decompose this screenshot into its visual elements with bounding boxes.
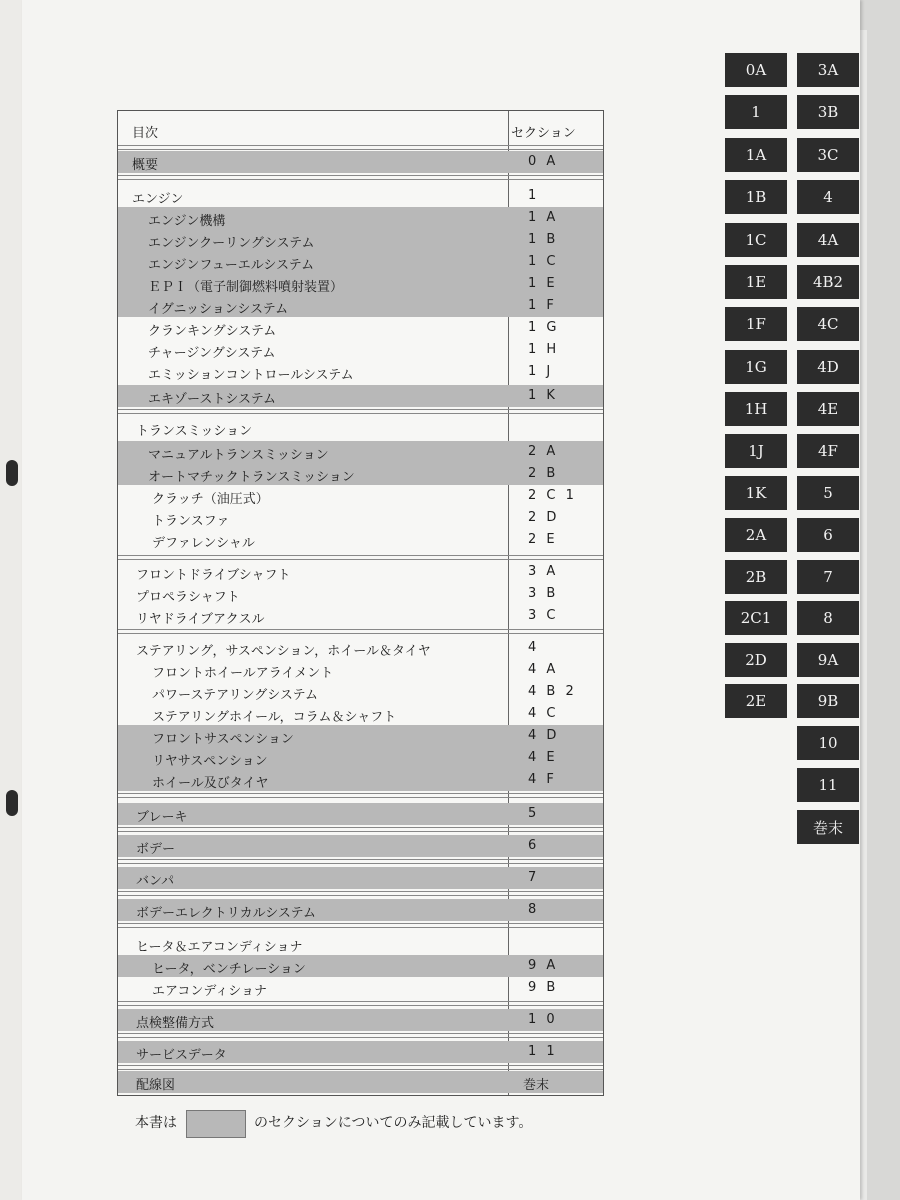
row-name: バンパ <box>136 874 175 889</box>
footnote-shade-sample <box>186 1110 246 1138</box>
toc-row <box>118 361 603 383</box>
row-code: 4 C <box>528 706 559 721</box>
toc-row <box>118 507 603 529</box>
section-tab[interactable]: 1J <box>725 434 787 468</box>
toc-row <box>118 747 603 769</box>
toc-row <box>118 295 603 317</box>
toc-row <box>118 385 603 407</box>
row-name: クランキングシステム <box>148 324 277 339</box>
toc-row <box>118 769 603 791</box>
row-name: ＥＰＩ（電子制御燃料噴射装置） <box>148 280 344 295</box>
row-name: ブレーキ <box>136 810 188 825</box>
row-name: フロントホイールアライメント <box>152 666 334 681</box>
row-code: 1 G <box>528 320 560 335</box>
toc-row <box>118 867 603 889</box>
header-contents: 目次 <box>132 126 159 141</box>
toc-table <box>117 110 604 1096</box>
group-separator <box>118 175 603 180</box>
section-tab[interactable]: 1K <box>725 476 787 510</box>
section-tab[interactable]: 1H <box>725 392 787 426</box>
toc-row <box>118 463 603 485</box>
toc-row <box>118 835 603 857</box>
toc-row <box>118 933 603 955</box>
row-code: 1 <box>528 188 540 203</box>
toc-row <box>118 583 603 605</box>
section-tab[interactable]: 1F <box>725 307 787 341</box>
row-name: エンジンクーリングシステム <box>148 236 315 251</box>
row-name: デファレンシャル <box>152 536 255 551</box>
section-tab[interactable]: 2B <box>725 560 787 594</box>
row-name: パワーステアリングシステム <box>152 688 319 703</box>
section-tab[interactable]: 3A <box>797 53 859 87</box>
row-name: フロントドライブシャフト <box>136 568 291 583</box>
section-tab[interactable]: 2A <box>725 518 787 552</box>
section-tab[interactable]: 7 <box>797 560 859 594</box>
row-code: 1 A <box>528 210 559 225</box>
toc-row <box>118 899 603 921</box>
toc-row <box>118 725 603 747</box>
row-name: エンジンフューエルシステム <box>148 258 315 273</box>
row-name: トランスファ <box>152 514 230 529</box>
row-code: 1 C <box>528 254 559 269</box>
section-tab[interactable]: 1G <box>725 350 787 384</box>
toc-row <box>118 659 603 681</box>
group-separator <box>118 827 603 832</box>
section-tab[interactable]: 10 <box>797 726 859 760</box>
section-tab[interactable]: 4 <box>797 180 859 214</box>
header-section: セクション <box>511 126 576 141</box>
row-name: 配線図 <box>136 1078 176 1093</box>
toc-row <box>118 529 603 551</box>
row-name: エアコンディショナ <box>152 984 268 999</box>
toc-row <box>118 1071 603 1093</box>
row-code: 4 E <box>528 750 558 765</box>
row-code: 6 <box>528 838 540 853</box>
section-tab[interactable]: 4F <box>797 434 859 468</box>
row-name: マニュアルトランスミッション <box>148 448 329 463</box>
toc-row <box>118 561 603 583</box>
row-name: ヒータ＆エアコンディショナ <box>136 940 303 955</box>
row-code: 2 A <box>528 444 559 459</box>
row-code: 7 <box>528 870 540 885</box>
row-code: 4 F <box>528 772 557 787</box>
row-name: サービスデータ <box>136 1048 227 1063</box>
group-separator <box>118 793 603 798</box>
toc-row <box>118 485 603 507</box>
section-tab[interactable]: 4B2 <box>797 265 859 299</box>
section-tab[interactable]: 4C <box>797 307 859 341</box>
group-separator <box>118 1033 603 1038</box>
toc-row <box>118 441 603 463</box>
row-name: エキゾーストシステム <box>148 392 277 407</box>
toc-row <box>118 703 603 725</box>
row-name: イグニッションシステム <box>148 302 289 317</box>
section-tab[interactable]: 6 <box>797 518 859 552</box>
row-code: 1 H <box>528 342 560 357</box>
section-tab[interactable]: 1A <box>725 138 787 172</box>
toc-row <box>118 417 603 439</box>
header-separator <box>118 145 603 150</box>
row-code: 4 A <box>528 662 559 677</box>
row-code: 0 A <box>528 154 559 169</box>
row-code: 3 C <box>528 608 559 623</box>
toc-row <box>118 273 603 295</box>
section-tab[interactable]: 巻末 <box>797 810 859 844</box>
row-name: チャージングシステム <box>148 346 276 361</box>
row-code: 5 <box>528 806 540 821</box>
toc-row <box>118 317 603 339</box>
section-tab[interactable]: 2C1 <box>725 601 787 635</box>
row-code: 2 B <box>528 466 559 481</box>
section-tab[interactable]: 3B <box>797 95 859 129</box>
row-code: 巻末 <box>523 1078 550 1093</box>
row-name: エミッションコントロールシステム <box>148 368 354 383</box>
footnote-text-after: のセクションについてのみ記載しています。 <box>254 1115 533 1131</box>
section-tab[interactable]: 2D <box>725 643 787 677</box>
row-code: 9 A <box>528 958 559 973</box>
toc-row <box>118 803 603 825</box>
row-name: プロペラシャフト <box>136 590 240 605</box>
row-name: クラッチ（油圧式） <box>152 492 269 507</box>
toc-row <box>118 251 603 273</box>
footnote-text-before: 本書は <box>135 1115 177 1131</box>
row-name: リヤサスペンション <box>152 754 268 769</box>
binding-strip <box>0 0 22 1200</box>
row-code: 4 B 2 <box>528 684 577 699</box>
row-code: 2 C 1 <box>528 488 577 503</box>
toc-row <box>118 229 603 251</box>
row-code: 8 <box>528 902 540 917</box>
row-name: オートマチックトランスミッション <box>148 470 355 485</box>
row-name: ボデー <box>136 842 176 857</box>
group-separator <box>118 923 603 928</box>
row-code: 3 A <box>528 564 559 579</box>
row-name: リヤドライブアクスル <box>136 612 265 627</box>
toc-row <box>118 681 603 703</box>
row-code: 1 B <box>528 232 559 247</box>
row-code: 9 B <box>528 980 559 995</box>
row-name: エンジン <box>132 192 184 207</box>
group-separator <box>118 1065 603 1070</box>
row-code: 1 K <box>528 388 558 403</box>
toc-row <box>118 605 603 627</box>
toc-row <box>118 339 603 361</box>
row-name: ホイール及びタイヤ <box>152 776 269 791</box>
toc-row <box>118 207 603 229</box>
section-tab[interactable]: 3C <box>797 138 859 172</box>
section-tab[interactable]: 0A <box>725 53 787 87</box>
punch-hole-bottom <box>6 790 18 816</box>
row-name: ステアリングホイール，コラム＆シャフト <box>152 710 397 725</box>
section-tab[interactable]: 11 <box>797 768 859 802</box>
punch-hole-top <box>6 460 18 486</box>
section-tab[interactable]: 4D <box>797 350 859 384</box>
group-separator <box>118 1001 603 1006</box>
group-separator <box>118 891 603 896</box>
section-tab[interactable]: 1C <box>725 223 787 257</box>
row-code: 4 D <box>528 728 560 743</box>
row-code: 1 1 <box>528 1044 558 1059</box>
group-separator <box>118 555 603 560</box>
row-code: 2 E <box>528 532 558 547</box>
section-tab[interactable]: 5 <box>797 476 859 510</box>
toc-row <box>118 977 603 999</box>
row-name: エンジン機構 <box>148 214 226 229</box>
section-tab[interactable]: 4E <box>797 392 859 426</box>
row-code: 3 B <box>528 586 559 601</box>
row-code: 1 J <box>528 364 554 379</box>
section-tab[interactable]: 1E <box>725 265 787 299</box>
row-name: ヒータ，ベンチレーション <box>152 962 306 977</box>
toc-row <box>118 1009 603 1031</box>
row-name: ボデーエレクトリカルシステム <box>136 906 316 921</box>
section-tab[interactable]: 1B <box>725 180 787 214</box>
section-tab[interactable]: 9B <box>797 684 859 718</box>
section-tab[interactable]: 2E <box>725 684 787 718</box>
toc-row <box>118 955 603 977</box>
group-separator <box>118 409 603 414</box>
toc-row <box>118 1041 603 1063</box>
row-name: 概要 <box>132 158 159 173</box>
section-tab[interactable]: 1 <box>725 95 787 129</box>
row-code: 1 E <box>528 276 558 291</box>
row-code: 1 0 <box>528 1012 558 1027</box>
toc-row <box>118 637 603 659</box>
row-code: 2 D <box>528 510 560 525</box>
group-separator <box>118 629 603 634</box>
row-name: フロントサスペンション <box>152 732 294 747</box>
toc-row <box>118 151 603 173</box>
row-code: 1 F <box>528 298 557 313</box>
group-separator <box>118 859 603 864</box>
row-name: 点検整備方式 <box>136 1016 215 1031</box>
toc-header <box>118 119 603 141</box>
row-name: トランスミッション <box>136 424 253 439</box>
toc-row <box>118 185 603 207</box>
row-name: ステアリング，サスペンション，ホイール＆タイヤ <box>136 644 431 659</box>
section-tab[interactable]: 9A <box>797 643 859 677</box>
row-code: 4 <box>528 640 540 655</box>
section-tab[interactable]: 4A <box>797 223 859 257</box>
section-tab[interactable]: 8 <box>797 601 859 635</box>
